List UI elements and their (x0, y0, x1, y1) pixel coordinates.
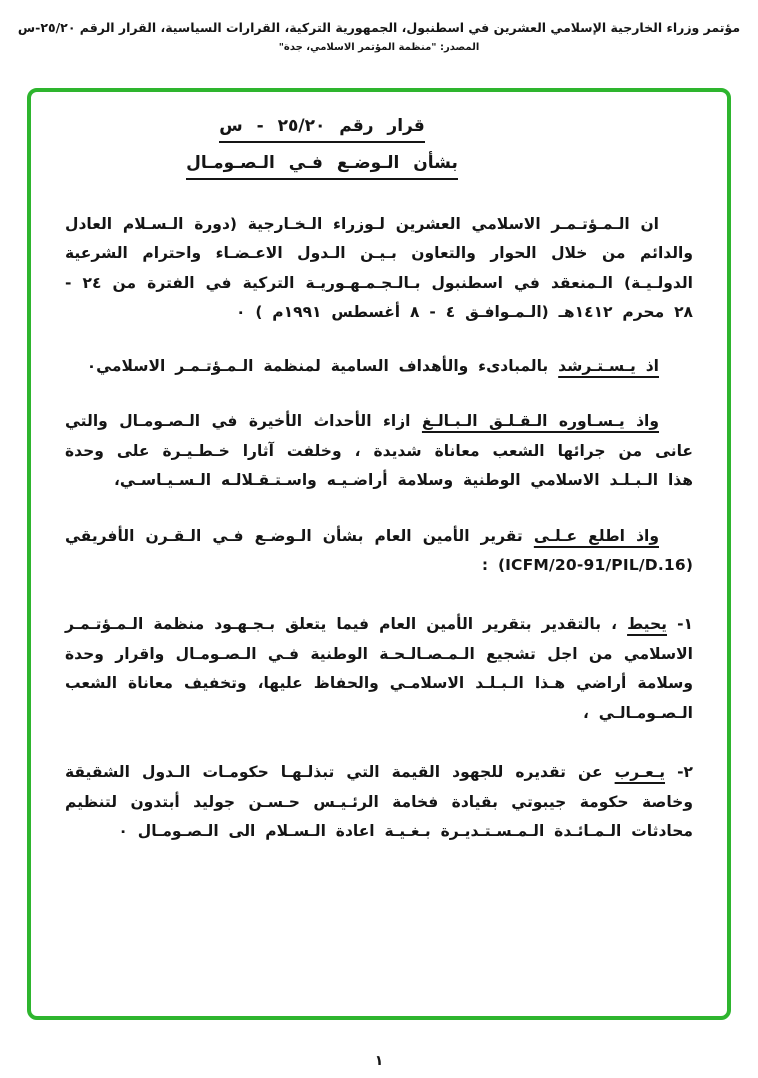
document-header (0, 0, 758, 53)
preamble-text: ان الـمـؤتـمـر الاسلامي العشرين لـوزراء الـخـارجية (دورة الـسـلام العادل والدائم من خلال الحوار والتعاون بـيـن الـدول الاعـضـاء واحترام الشرعية الدولـيـة) الـمنعقد في اسطنبول بـالـجـمـهـوريـة التركية في الفترة من ٢٤ - ٢٨ محرم ١٤١٢هـ (الـمـوافـق ٤ - ٨ أغسطس ١٩٩١م ) ٠ (65, 215, 693, 322)
resolution-item-2 (65, 758, 693, 846)
page-number: ١ (374, 1053, 384, 1069)
header-title: مؤتمر وزراء الخارجية الإسلامي العشرين في اسطنبول، الجمهورية التركية، القرارات السياسية، القرار الرقم ٢٥/٢٠-س (17, 20, 741, 35)
document-frame (27, 88, 731, 1020)
item-lead: يحيط (627, 615, 667, 634)
preamble-concern-paragraph (65, 407, 693, 495)
resolution-number-title: قرار رقم ٢٥/٢٠ - س (65, 118, 579, 135)
title-block (65, 118, 579, 172)
resolution-item-1 (65, 610, 693, 728)
resolution-subject-title: بشأن الـوضـع فـي الـصـومـال (65, 155, 579, 172)
preamble-text: بالمبادىء والأهداف السامية لمنظمة الـمـؤتـمـر الاسلامي٠ (86, 356, 549, 375)
item-number: ١- (677, 615, 693, 634)
preamble-text: تقرير الأمين العام بشأن الـوضـع فـي الـقـرن الأفريقي (ICFM/20-91/PIL/D.16) : (65, 526, 693, 574)
preamble-lead: واذ يـسـاوره الـقـلـق الـبـالـغ (421, 412, 659, 431)
item-number: ٢- (677, 763, 693, 782)
item-text: ، بالتقدير بتقرير الأمين العام فيما يتعلق بـجـهـود منظمة الـمـؤتـمـر الاسلامي من اجل تشجيع الـمـصـالـحـة الوطنية فـي الـصـومـال واقرار وحدة وسلامة أراضي هـذا الـبـلـد الاسلامـي والحفاظ عليها، وتخفيف معاناة الشعب الـصـومـالـي ، (65, 615, 693, 722)
item-text: عن تقديره للجهود القيمة التي تبذلـهـا حكومـات الـدول الشقيقة وخاصة حكومة جيبوتي بقيادة فخامة الرئـيـس حـسـن جوليد أبتدون لتنظيم محادثات الـمـائـدة الـمـسـتـديـرة بـغـيـة اعادة الـسـلام الى الـصـومـال ٠ (65, 763, 693, 840)
preamble-lead: اذ يـسـتـرشد (558, 356, 659, 375)
preamble-report-paragraph (65, 522, 693, 581)
preamble-opening-paragraph (65, 210, 693, 328)
header-source: المصدر: "منظمة المؤتمر الاسلامي، جدة" (278, 42, 480, 53)
preamble-guided-paragraph (65, 352, 693, 381)
item-lead: يـعـرب (614, 763, 666, 782)
preamble-text: ازاء الأحداث الأخيرة في الـصـومـال والتي عانى من جرائها الشعب معاناة شديدة ، وخلفت آثارا خـطـيـرة على وحدة هذا الـبـلـد الاسلامي الوطنية وسلامة أراضـيـه واسـتـقـلالـه الـسـيـاسـي، (65, 412, 693, 490)
preamble-lead: واذ اطلع عـلـى (533, 526, 659, 545)
